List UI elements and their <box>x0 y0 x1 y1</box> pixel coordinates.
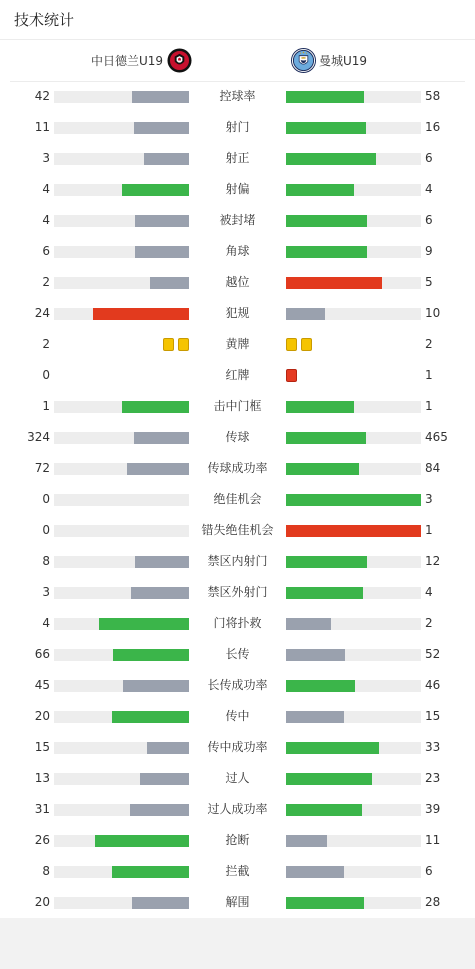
away-stat-value: 6 <box>425 151 433 165</box>
home-bar-track <box>54 401 189 413</box>
home-stat-value: 3 <box>42 585 50 599</box>
away-bar-track <box>286 277 421 289</box>
home-stat-value: 8 <box>42 554 50 568</box>
home-stat-value: 11 <box>34 120 50 134</box>
stat-row <box>0 732 475 763</box>
home-bar-track <box>54 246 189 258</box>
home-stat-value: 6 <box>42 244 50 258</box>
away-bar-track <box>286 587 421 599</box>
stat-row <box>0 81 475 112</box>
away-bar-track <box>286 246 421 258</box>
away-bar-fill <box>286 835 327 847</box>
home-team[interactable] <box>91 48 192 73</box>
away-bar-track <box>286 618 421 630</box>
away-bar-fill <box>286 308 325 320</box>
home-stat-value: 31 <box>34 802 50 816</box>
stat-label: 长传成功率 <box>207 678 268 692</box>
stat-row <box>0 453 475 484</box>
stat-row <box>0 205 475 236</box>
away-bar-track <box>286 184 421 196</box>
stat-label: 传球成功率 <box>207 461 268 475</box>
away-bar-track <box>286 463 421 475</box>
away-stat-value: 465 <box>425 430 448 444</box>
home-bar-track <box>54 680 189 692</box>
home-stat-value: 4 <box>42 616 50 630</box>
away-stat-value: 5 <box>425 275 433 289</box>
home-bar-fill <box>135 215 189 227</box>
away-bar-fill <box>286 866 344 878</box>
yellow-card-icon <box>286 338 297 351</box>
away-stat-value: 6 <box>425 213 433 227</box>
home-bar-fill <box>131 587 189 599</box>
away-stat-value: 3 <box>425 492 433 506</box>
stat-row <box>0 174 475 205</box>
away-bar-fill <box>286 184 354 196</box>
stat-label: 禁区外射门 <box>207 585 268 599</box>
home-bar-track <box>54 91 189 103</box>
stat-label: 传中 <box>225 709 250 723</box>
stats-list <box>0 81 475 918</box>
home-stat-value: 15 <box>34 740 50 754</box>
stat-label: 越位 <box>225 275 250 289</box>
away-bar-track <box>286 897 421 909</box>
home-stat-value: 2 <box>42 337 50 351</box>
section-title: 技术统计 <box>14 11 75 29</box>
away-bar-fill <box>286 897 364 909</box>
home-bar-fill <box>135 556 189 568</box>
away-bar-fill <box>286 91 364 103</box>
section-header <box>0 0 475 40</box>
home-bar-fill <box>150 277 189 289</box>
home-bar-track <box>54 308 189 320</box>
home-bar-fill <box>99 618 189 630</box>
home-bar-track <box>54 556 189 568</box>
home-bar-track <box>54 866 189 878</box>
home-bar-fill <box>122 401 190 413</box>
away-bar-fill <box>286 401 354 413</box>
away-stat-value: 28 <box>425 895 441 909</box>
home-bar-track <box>54 587 189 599</box>
home-bar-fill <box>147 742 189 754</box>
home-stat-value: 20 <box>34 895 50 909</box>
stat-label: 解围 <box>225 895 250 909</box>
stat-row <box>0 825 475 856</box>
away-bar-track <box>286 680 421 692</box>
stat-label: 抢断 <box>225 833 250 847</box>
home-bar-fill <box>95 835 190 847</box>
stat-row <box>0 887 475 918</box>
away-bar-track <box>286 773 421 785</box>
away-bar-fill <box>286 618 331 630</box>
away-bar-track <box>286 525 421 537</box>
away-stat-value: 10 <box>425 306 441 320</box>
away-stat-value: 1 <box>425 523 433 537</box>
away-bar-track <box>286 122 421 134</box>
home-bar-track <box>54 432 189 444</box>
away-bar-fill <box>286 804 362 816</box>
home-stat-value: 3 <box>42 151 50 165</box>
away-bar-track <box>286 401 421 413</box>
stat-row <box>0 856 475 887</box>
home-bar-fill <box>135 246 189 258</box>
away-bar-fill <box>286 525 421 537</box>
home-cards <box>163 338 189 351</box>
stat-row <box>0 577 475 608</box>
home-bar-fill <box>140 773 189 785</box>
stat-row <box>0 329 475 360</box>
home-stat-value: 4 <box>42 182 50 196</box>
home-stat-value: 26 <box>34 833 50 847</box>
stat-label: 犯规 <box>225 306 250 320</box>
away-bar-track <box>286 153 421 165</box>
stat-row <box>0 484 475 515</box>
away-stat-value: 6 <box>425 864 433 878</box>
away-stat-value: 12 <box>425 554 441 568</box>
away-stat-value: 16 <box>425 120 441 134</box>
away-stat-value: 2 <box>425 616 433 630</box>
stat-row <box>0 267 475 298</box>
home-stat-value: 0 <box>42 492 50 506</box>
teams-header <box>10 42 465 82</box>
away-stat-value: 33 <box>425 740 441 754</box>
away-bar-track <box>286 804 421 816</box>
home-bar-fill <box>132 91 189 103</box>
home-bar-track <box>54 742 189 754</box>
stat-label: 传球 <box>225 430 250 444</box>
away-stat-value: 9 <box>425 244 433 258</box>
away-bar-fill <box>286 463 359 475</box>
away-cards <box>286 338 312 351</box>
home-bar-fill <box>144 153 189 165</box>
away-stat-value: 1 <box>425 368 433 382</box>
home-bar-track <box>54 494 189 506</box>
away-bar-track <box>286 742 421 754</box>
away-bar-fill <box>286 432 366 444</box>
away-bar-fill <box>286 773 372 785</box>
away-bar-track <box>286 711 421 723</box>
away-stat-value: 11 <box>425 833 441 847</box>
stat-label: 过人 <box>225 771 250 785</box>
away-bar-fill <box>286 680 355 692</box>
away-bar-track <box>286 866 421 878</box>
stat-label: 射正 <box>225 151 250 165</box>
home-bar-fill <box>127 463 189 475</box>
stat-label: 绝佳机会 <box>213 492 262 506</box>
away-stat-value: 1 <box>425 399 433 413</box>
away-bar-fill <box>286 122 366 134</box>
stat-label: 错失绝佳机会 <box>201 523 274 537</box>
away-stat-value: 2 <box>425 337 433 351</box>
stat-row <box>0 670 475 701</box>
stat-row <box>0 794 475 825</box>
away-stat-value: 84 <box>425 461 441 475</box>
stat-row <box>0 112 475 143</box>
stat-row <box>0 546 475 577</box>
yellow-card-icon <box>163 338 174 351</box>
stat-row <box>0 391 475 422</box>
away-team-name: 曼城U19 <box>319 54 368 68</box>
stat-row <box>0 701 475 732</box>
home-stat-value: 20 <box>34 709 50 723</box>
stat-row <box>0 608 475 639</box>
away-stat-value: 4 <box>425 585 433 599</box>
home-bar-track <box>54 804 189 816</box>
away-bar-fill <box>286 742 379 754</box>
stat-label: 角球 <box>225 244 250 258</box>
away-stat-value: 23 <box>425 771 441 785</box>
away-stat-value: 4 <box>425 182 433 196</box>
man-city-crest-icon <box>291 48 316 73</box>
home-bar-track <box>54 649 189 661</box>
home-stat-value: 1 <box>42 399 50 413</box>
stat-label: 射门 <box>225 120 250 134</box>
away-bar-track <box>286 432 421 444</box>
home-stat-value: 2 <box>42 275 50 289</box>
stat-label: 过人成功率 <box>207 802 268 816</box>
away-bar-fill <box>286 215 367 227</box>
home-stat-value: 0 <box>42 368 50 382</box>
away-bar-track <box>286 649 421 661</box>
home-bar-fill <box>123 680 189 692</box>
away-bar-fill <box>286 153 376 165</box>
home-bar-track <box>54 122 189 134</box>
home-stat-value: 72 <box>34 461 50 475</box>
home-bar-track <box>54 835 189 847</box>
home-bar-track <box>54 463 189 475</box>
stat-label: 门将扑救 <box>213 616 262 630</box>
away-team[interactable] <box>291 48 367 73</box>
away-bar-fill <box>286 556 367 568</box>
midtjylland-crest-icon <box>167 48 192 73</box>
stat-row <box>0 236 475 267</box>
stat-row <box>0 298 475 329</box>
away-stat-value: 39 <box>425 802 441 816</box>
away-cards <box>286 369 297 382</box>
away-bar-fill <box>286 587 363 599</box>
home-bar-fill <box>130 804 189 816</box>
home-bar-track <box>54 153 189 165</box>
home-stat-value: 8 <box>42 864 50 878</box>
yellow-card-icon <box>301 338 312 351</box>
away-bar-fill <box>286 494 421 506</box>
away-stat-value: 52 <box>425 647 441 661</box>
home-bar-track <box>54 525 189 537</box>
stat-row <box>0 639 475 670</box>
stat-row <box>0 360 475 391</box>
home-bar-track <box>54 184 189 196</box>
stat-row <box>0 143 475 174</box>
home-bar-fill <box>112 711 189 723</box>
home-bar-track <box>54 215 189 227</box>
home-bar-fill <box>132 897 189 909</box>
stat-row <box>0 422 475 453</box>
away-stat-value: 58 <box>425 89 441 103</box>
home-bar-track <box>54 897 189 909</box>
away-bar-track <box>286 308 421 320</box>
stat-row <box>0 515 475 546</box>
home-stat-value: 66 <box>34 647 50 661</box>
home-bar-track <box>54 277 189 289</box>
stat-label: 传中成功率 <box>207 740 268 754</box>
home-bar-fill <box>93 308 189 320</box>
red-card-icon <box>286 369 297 382</box>
stat-label: 红牌 <box>225 368 250 382</box>
home-stat-value: 13 <box>34 771 50 785</box>
stat-label: 拦截 <box>225 864 250 878</box>
stat-label: 被封堵 <box>219 213 256 227</box>
home-stat-value: 45 <box>34 678 50 692</box>
away-bar-track <box>286 556 421 568</box>
home-stat-value: 0 <box>42 523 50 537</box>
home-bar-fill <box>112 866 189 878</box>
stat-label: 禁区内射门 <box>207 554 268 568</box>
home-stat-value: 42 <box>34 89 50 103</box>
away-bar-fill <box>286 277 382 289</box>
stat-label: 射偏 <box>225 182 250 196</box>
home-bar-fill <box>134 432 189 444</box>
home-bar-track <box>54 711 189 723</box>
away-stat-value: 46 <box>425 678 441 692</box>
away-bar-track <box>286 91 421 103</box>
away-stat-value: 15 <box>425 709 441 723</box>
stat-label: 控球率 <box>219 89 256 103</box>
stat-label: 长传 <box>225 647 250 661</box>
stat-label: 黄牌 <box>225 337 250 351</box>
away-bar-track <box>286 835 421 847</box>
home-bar-fill <box>134 122 189 134</box>
stat-label: 击中门框 <box>213 399 262 413</box>
yellow-card-icon <box>178 338 189 351</box>
away-bar-track <box>286 215 421 227</box>
away-bar-fill <box>286 711 344 723</box>
away-bar-track <box>286 494 421 506</box>
home-bar-fill <box>113 649 189 661</box>
home-stat-value: 4 <box>42 213 50 227</box>
home-stat-value: 324 <box>27 430 50 444</box>
stat-row <box>0 763 475 794</box>
home-bar-track <box>54 773 189 785</box>
home-bar-fill <box>122 184 190 196</box>
away-bar-fill <box>286 649 345 661</box>
home-stat-value: 24 <box>34 306 50 320</box>
away-bar-fill <box>286 246 367 258</box>
home-team-name: 中日德兰U19 <box>90 54 163 68</box>
home-bar-track <box>54 618 189 630</box>
